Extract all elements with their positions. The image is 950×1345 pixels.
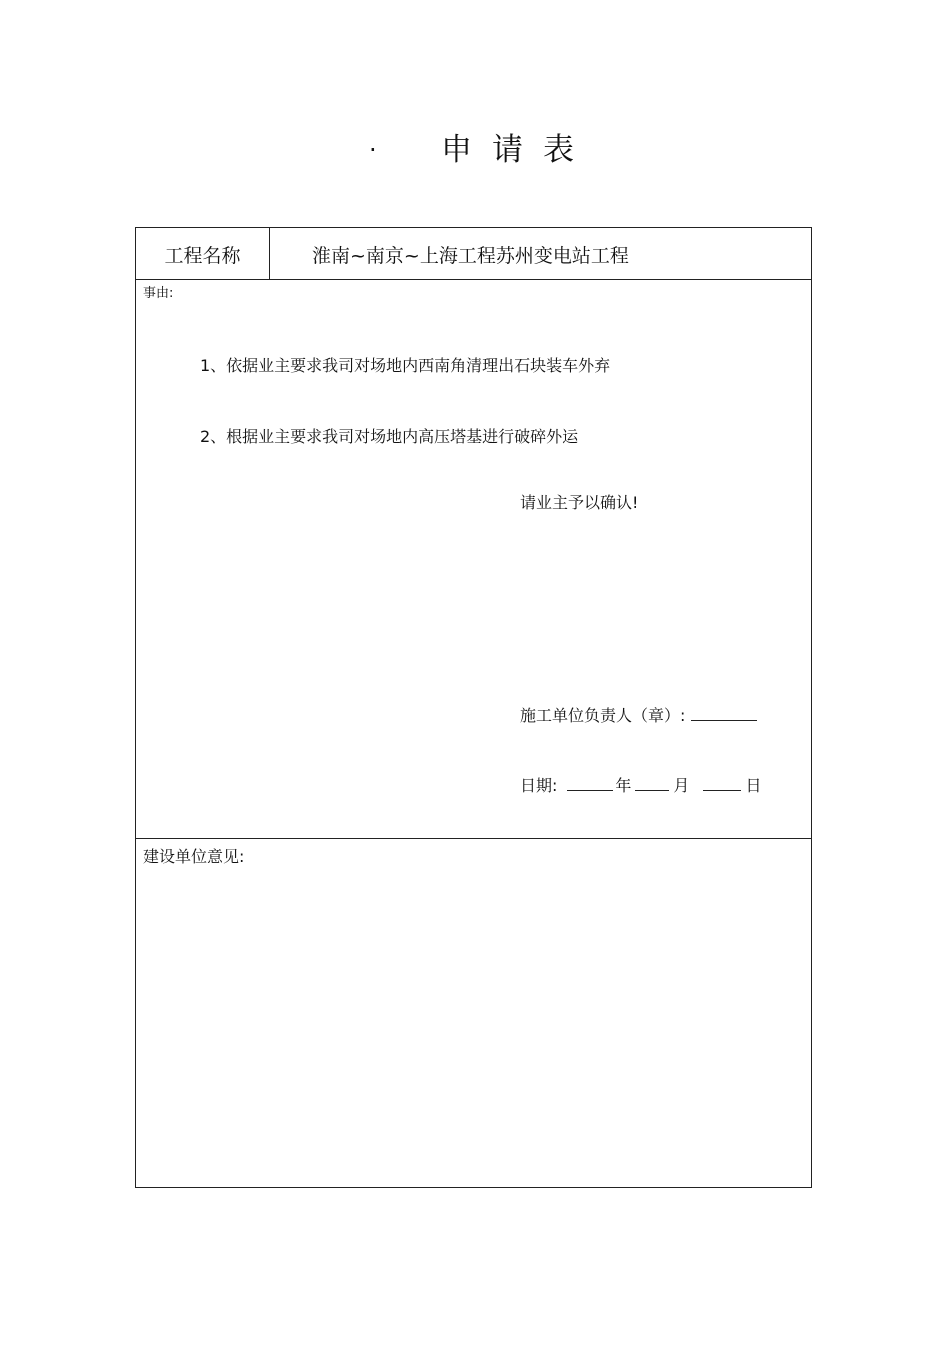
title-dot: · <box>369 136 377 164</box>
owner-opinion-section <box>136 839 811 1187</box>
owner-opinion-label: 建设单位意见: <box>143 847 245 866</box>
page-title: 申请表 <box>441 132 594 168</box>
year-label: 年 <box>615 776 632 795</box>
year-blank <box>567 774 613 791</box>
application-form-table <box>135 227 812 1188</box>
reason-section <box>136 280 811 839</box>
day-label: 日 <box>745 776 762 795</box>
reason-label: 事由: <box>143 286 174 301</box>
month-label: 月 <box>673 776 690 795</box>
project-name-label: 工程名称 <box>136 228 270 279</box>
project-name-row <box>136 228 811 280</box>
month-blank <box>635 774 669 791</box>
confirm-request-text: 请业主予以确认! <box>520 493 639 512</box>
document-header <box>0 128 950 172</box>
date-label: 日期: <box>520 776 558 795</box>
contractor-signature-label: 施工单位负责人（章）: <box>520 706 686 725</box>
reason-item: 2、根据业主要求我司对场地内高压塔基进行破碎外运 <box>200 427 579 446</box>
date-line <box>520 774 761 797</box>
project-name-value: 淮南~南京~上海工程苏州变电站工程 <box>312 245 629 267</box>
reason-item: 1、依据业主要求我司对场地内西南角清理出石块装车外弃 <box>200 356 611 375</box>
day-blank <box>703 774 741 791</box>
contractor-signature-line <box>520 704 757 727</box>
signature-blank <box>691 704 757 721</box>
